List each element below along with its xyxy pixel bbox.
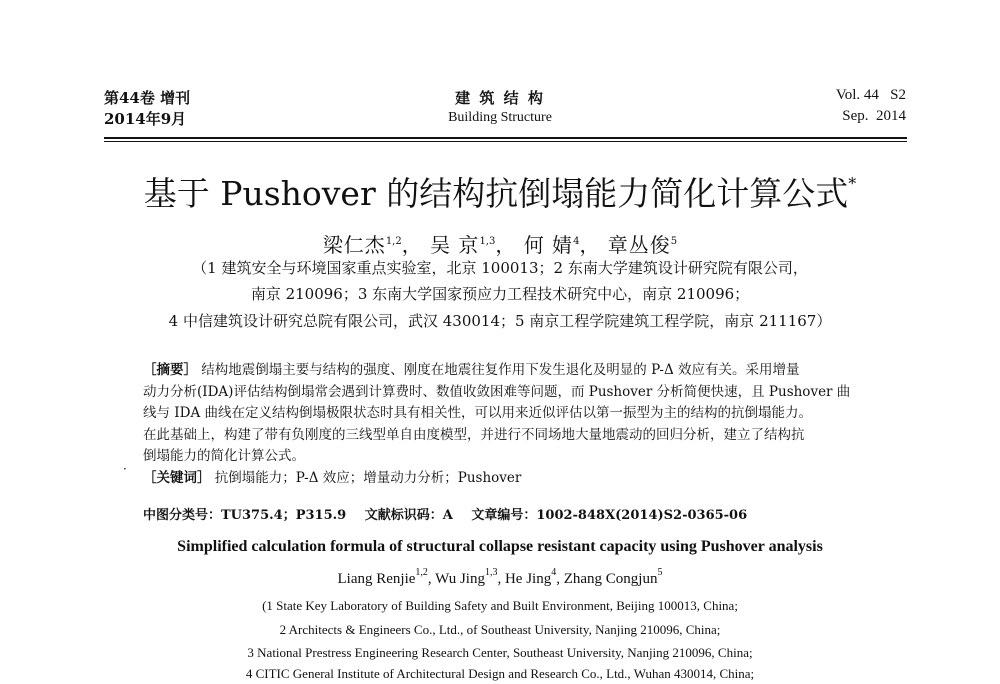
english-author-name: He Jing [504, 571, 552, 587]
keywords-label: ［关键词］ [143, 469, 211, 486]
journal-volume-right: Vol. 44 S2 [835, 87, 906, 103]
keywords-text: 抗倒塌能力；P-Δ 效应；增量动力分析；Pushover [214, 469, 522, 486]
journal-date-right: Sep. 2014 [842, 108, 906, 124]
english-author-name: Liang Renjie [337, 571, 416, 587]
english-affiliation-line: (1 State Key Laboratory of Building Safety and Built Environment, Beijing 100013, China; [262, 598, 738, 613]
abstract [143, 360, 863, 489]
english-author-sup: 5 [657, 567, 663, 578]
keywords-line [143, 468, 863, 490]
journal-volume-left: 第44卷 增刊 [104, 89, 191, 107]
scan-dot: · [123, 462, 127, 476]
english-author-list: Liang Renjie$^{1,2}$, Wu Jing$^{1,3}$, He Jing$^4$, Zhang Congjun$^5$ [337, 567, 663, 587]
english-affiliation-line: 2 Architects & Engineers Co., Ltd., of Southeast University, Nanjing 210096, China; [279, 622, 721, 637]
paper-title [0, 162, 1000, 216]
author-affil-sup: 5 [670, 236, 678, 247]
author-name: 吴 京 [430, 233, 480, 257]
abstract-text: 倒塌能力的简化计算公式。 [143, 448, 305, 464]
article-number: 文章编号：1002-848X(2014)S2-0365-06 [471, 508, 748, 523]
affiliation-line: 南京 210096；3 东南大学国家预应力工程技术研究中心，南京 210096； [250, 285, 750, 303]
english-author-name: Wu Jing [435, 571, 485, 587]
english-author-sup: 1,2 [415, 567, 428, 578]
abstract-text: 在此基础上，构建了带有负刚度的三线型单自由度模型，并进行不同场地大量地震动的回归分析，建立了结构抗 [143, 426, 805, 443]
document-code: 文献标识码：A [364, 508, 453, 523]
abstract-line-1 [143, 360, 863, 382]
english-author-name: Zhang Congjun [563, 571, 658, 587]
abstract-text: 动力分析(IDA)评估结构倒塌常会遇到计算费时、数值收敛困难等问题，而 Pushover 分析简便快速，且 Pushover 曲 [143, 383, 851, 400]
english-author-sup: 4 [551, 567, 557, 578]
journal-date-left: 2014年9月 [104, 110, 187, 128]
abstract-label: ［摘要］ [143, 362, 197, 378]
journal-name-en: Building Structure [448, 110, 552, 125]
english-affiliation-line: 3 National Prestress Engineering Research Center, Southeast University, Nanjing 210096, China; [247, 645, 753, 660]
author-name: 何 婧 [523, 233, 574, 257]
journal-name-cn: 建 筑 结 构 [455, 89, 545, 107]
clc-number: 中图分类号：TU375.4；P315.9 [143, 508, 347, 523]
author-affil-sup: 1,2 [385, 236, 402, 247]
affiliation-line: （1 建筑安全与环境国家重点实验室，北京 100013；2 东南大学建筑设计研究院有限公司， [192, 259, 808, 277]
header-rule-thin [104, 141, 907, 142]
english-title: Simplified calculation formula of structural collapse resistant capacity using Pushover analysis [177, 538, 823, 555]
author-list: 梁仁杰$^{1,2}$， 吴 京$^{1,3}$， 何 婧$^4$， 章丛俊$^5$ [322, 233, 678, 257]
affiliation-line: 4 中信建筑设计研究总院有限公司，武汉 430014；5 南京工程学院建筑工程学院，南京 211167） [168, 312, 832, 330]
author-affil-sup: 1,3 [479, 236, 496, 247]
english-affiliation-line: 4 CITIC General Institute of Architectural Design and Research Co., Ltd., Wuhan 430014, China; [245, 666, 755, 681]
author-name: 章丛俊 [607, 233, 671, 257]
abstract-text: 线与 IDA 曲线在定义结构倒塌极限状态时具有相关性，可以用来近似评估以第一振型为主的结构的抗倒塌能力。 [143, 405, 812, 421]
author-name: 梁仁杰 [322, 233, 386, 257]
abstract-text: 结构地震倒塌主要与结构的强度、刚度在地震往复作用下发生退化及明显的 P-Δ 效应有关。采用增量 [201, 362, 800, 378]
english-author-sup: 1,3 [484, 567, 498, 578]
classification-meta [143, 504, 761, 523]
header-rule [104, 137, 907, 139]
title-footnote-mark: * [848, 174, 857, 193]
author-affil-sup: 4 [573, 236, 580, 247]
paper-title-text: 基于 Pushover 的结构抗倒塌能力简化计算公式 [143, 174, 849, 213]
